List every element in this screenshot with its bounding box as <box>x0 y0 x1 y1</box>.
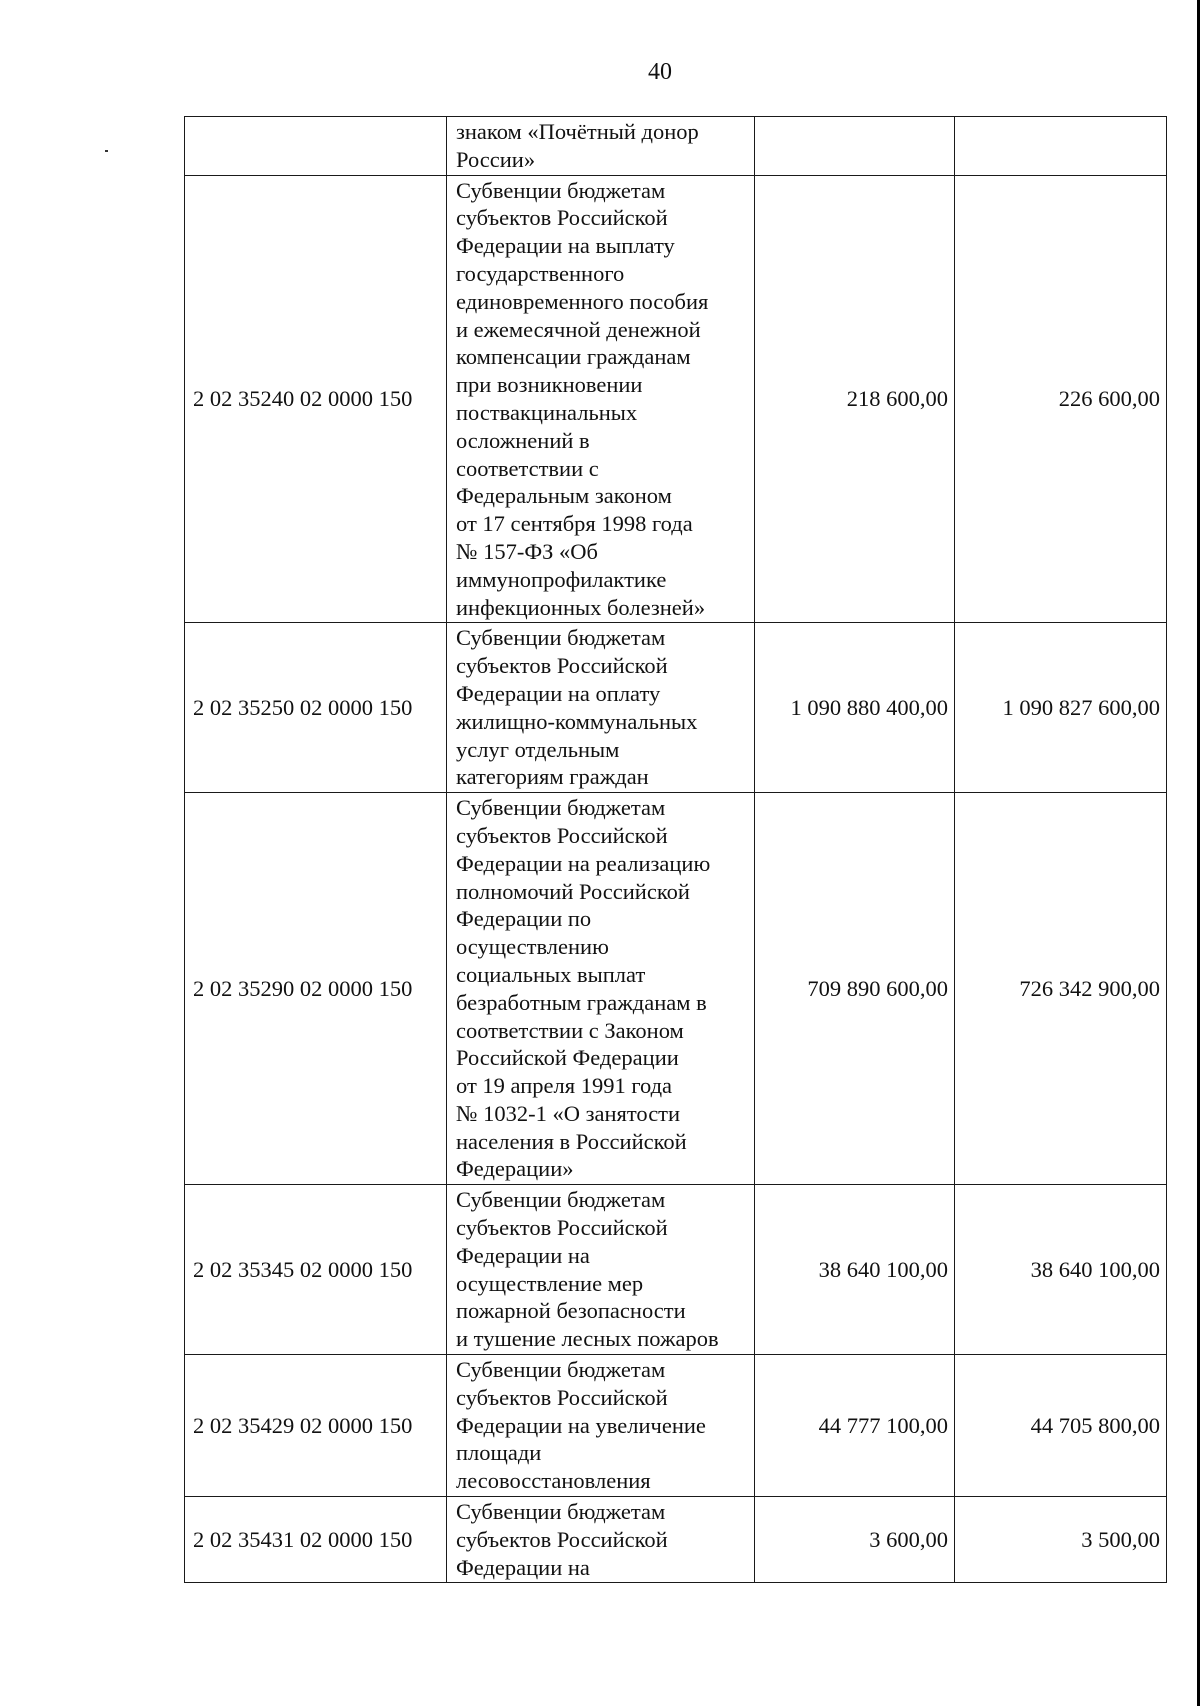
amount-year1-cell: 1 090 880 400,00 <box>755 623 955 793</box>
revenue-name-line: Федерации на реализацию <box>456 850 711 876</box>
revenue-name-cell <box>447 793 755 1185</box>
revenue-name-line: и тушение лесных пожаров <box>456 1326 719 1352</box>
budget-code-cell: 2 02 35290 02 0000 150 <box>185 793 447 1185</box>
table-row <box>185 793 1167 1185</box>
revenue-name-line: субъектов Российской <box>456 1526 668 1552</box>
revenue-name-line: и ежемесячной денежной <box>456 316 701 342</box>
revenue-name-line: России» <box>456 146 536 172</box>
revenue-name-line: № 1032-1 «О занятости <box>456 1100 681 1126</box>
revenue-name-line: Федерации на <box>456 1242 590 1268</box>
table-row <box>185 1497 1167 1583</box>
table-row <box>185 1355 1167 1497</box>
revenue-table-body <box>185 117 1167 1583</box>
revenue-name-line: Федерации на оплату <box>456 680 661 706</box>
revenue-name-line: населения в Российской <box>456 1128 687 1154</box>
revenue-name-line: от 19 апреля 1991 года <box>456 1073 673 1099</box>
revenue-name-line: Субвенции бюджетам <box>456 795 666 821</box>
table-row <box>185 117 1167 176</box>
revenue-name-line: Федерации по <box>456 906 592 932</box>
revenue-name-cell <box>447 1497 755 1583</box>
table-row <box>185 175 1167 623</box>
amount-year1-cell: 38 640 100,00 <box>755 1185 955 1355</box>
revenue-name-line: поствакцинальных <box>456 399 638 425</box>
revenue-name-cell <box>447 1355 755 1497</box>
revenue-name-line: от 17 сентября 1998 года <box>456 511 693 537</box>
revenue-name-line: Федерации на <box>456 1554 590 1580</box>
amount-year1-cell: 3 600,00 <box>755 1497 955 1583</box>
revenue-name-line: Субвенции бюджетам <box>456 1357 666 1383</box>
revenue-name-line: субъектов Российской <box>456 822 668 848</box>
budget-code-cell <box>185 117 447 176</box>
amount-year1-cell: 218 600,00 <box>755 175 955 623</box>
revenue-name-line: полномочий Российской <box>456 878 690 904</box>
budget-code-cell: 2 02 35240 02 0000 150 <box>185 175 447 623</box>
revenue-name-line: Федерации» <box>456 1156 574 1182</box>
revenue-name-line: знаком «Почётный донор <box>456 119 699 144</box>
revenue-name-line: Субвенции бюджетам <box>456 1187 666 1213</box>
amount-year2-cell: 44 705 800,00 <box>955 1355 1167 1497</box>
revenue-name-line: жилищно-коммунальных <box>456 708 698 734</box>
amount-year2-cell: 3 500,00 <box>955 1497 1167 1583</box>
scan-speck <box>105 150 108 152</box>
amount-year1-cell: 44 777 100,00 <box>755 1355 955 1497</box>
revenue-name-line: субъектов Российской <box>456 653 668 679</box>
amount-year2-cell: 226 600,00 <box>955 175 1167 623</box>
revenue-name-line: № 157-ФЗ «Об <box>456 538 598 564</box>
revenue-name-line: услуг отдельным <box>456 736 620 762</box>
revenue-name-line: единовременного пособия <box>456 288 709 314</box>
revenue-name-line: субъектов Российской <box>456 1384 668 1410</box>
table-row <box>185 623 1167 793</box>
amount-year2-cell: 726 342 900,00 <box>955 793 1167 1185</box>
table-row <box>185 1185 1167 1355</box>
revenue-name-line: компенсации гражданам <box>456 344 691 370</box>
revenue-name-line: инфекционных болезней» <box>456 594 706 620</box>
revenue-name-line: соответствии с Законом <box>456 1017 684 1043</box>
revenue-name-line: площади <box>456 1440 542 1466</box>
amount-year2-cell: 38 640 100,00 <box>955 1185 1167 1355</box>
revenue-name-cell <box>447 1185 755 1355</box>
budget-code-cell: 2 02 35250 02 0000 150 <box>185 623 447 793</box>
amount-year1-cell: 709 890 600,00 <box>755 793 955 1185</box>
page-number: 40 <box>648 59 672 85</box>
revenue-name-line: осуществление мер <box>456 1270 644 1296</box>
amount-year2-cell: 1 090 827 600,00 <box>955 623 1167 793</box>
amount-year1-cell <box>755 117 955 176</box>
budget-code-cell: 2 02 35431 02 0000 150 <box>185 1497 447 1583</box>
budget-code-cell: 2 02 35345 02 0000 150 <box>185 1185 447 1355</box>
revenue-name-line: осложнений в <box>456 427 590 453</box>
revenue-name-line: Российской Федерации <box>456 1045 679 1071</box>
revenue-name-line: соответствии с <box>456 455 599 481</box>
revenue-name-line: при возникновении <box>456 372 643 398</box>
revenue-name-line: субъектов Российской <box>456 1215 668 1241</box>
revenue-name-line: Федерации на увеличение <box>456 1412 706 1438</box>
revenue-name-line: Субвенции бюджетам <box>456 625 666 651</box>
revenue-name-line: пожарной безопасности <box>456 1298 686 1324</box>
revenue-name-line: лесовосстановления <box>456 1468 651 1494</box>
revenue-name-line: Субвенции бюджетам <box>456 177 666 203</box>
budget-code-cell: 2 02 35429 02 0000 150 <box>185 1355 447 1497</box>
revenue-name-line: субъектов Российской <box>456 205 668 231</box>
revenue-name-line: безработным гражданам в <box>456 989 707 1015</box>
revenue-name-cell <box>447 175 755 623</box>
revenue-name-line: государственного <box>456 260 625 286</box>
revenue-name-line: Федерации на выплату <box>456 233 675 259</box>
revenue-name-line: осуществлению <box>456 934 609 960</box>
revenue-name-line: категориям граждан <box>456 764 649 790</box>
revenue-name-line: Федеральным законом <box>456 483 672 509</box>
revenue-table <box>184 116 1167 1583</box>
revenue-name-cell <box>447 117 755 176</box>
revenue-name-line: иммунопрофилактике <box>456 566 667 592</box>
revenue-name-line: Субвенции бюджетам <box>456 1499 666 1525</box>
revenue-name-line: социальных выплат <box>456 961 646 987</box>
amount-year2-cell <box>955 117 1167 176</box>
revenue-name-cell <box>447 623 755 793</box>
